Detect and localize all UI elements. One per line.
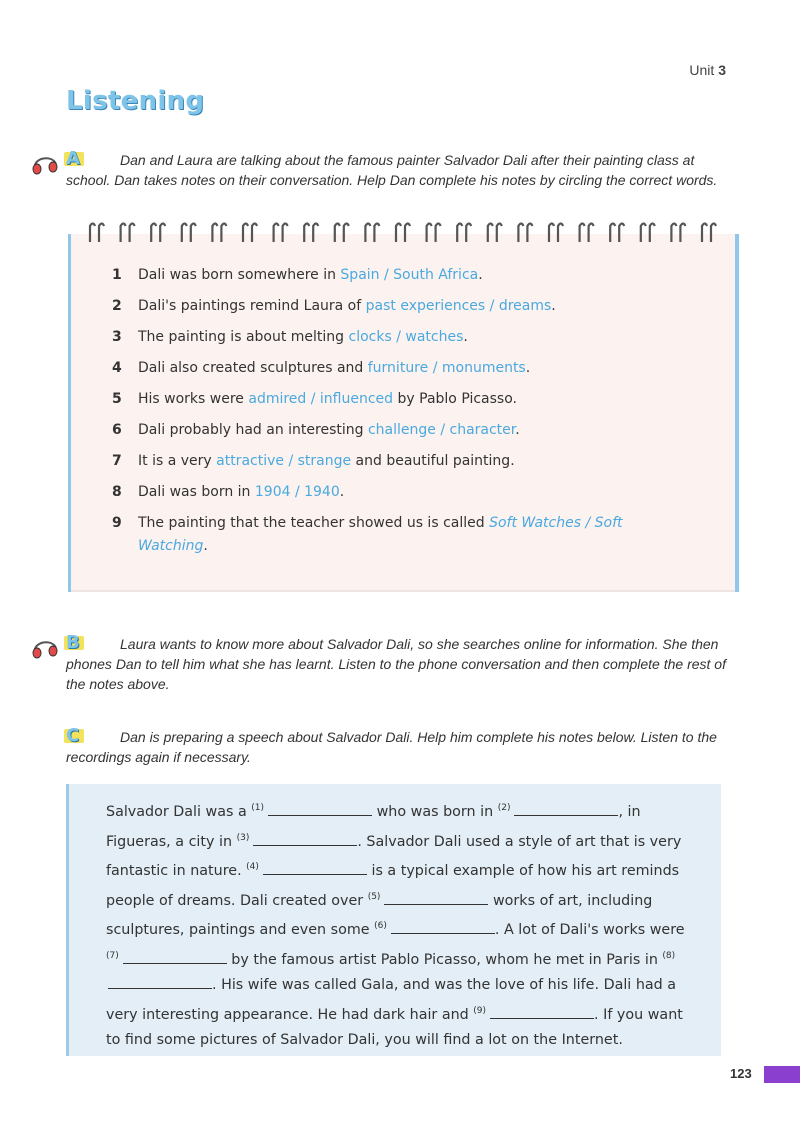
cloze-text: . His wife was called Gala, and was the love of his life. Dali had a very interesting appearance. He had dark hair and	[106, 977, 677, 1023]
section-letter-c: C	[66, 725, 80, 746]
section-a	[66, 150, 726, 190]
note-item	[112, 388, 692, 411]
answer-blank[interactable]	[268, 803, 372, 816]
note-item	[112, 326, 692, 349]
page-title: Listening	[66, 86, 205, 116]
answer-options[interactable]: clocks / watches	[348, 329, 464, 345]
note-number: 2	[112, 298, 122, 314]
ring-wire	[90, 224, 95, 243]
ring-wire	[405, 224, 410, 243]
page-tab	[764, 1066, 800, 1083]
ring-wire	[527, 224, 532, 243]
headphones-icon	[30, 152, 60, 176]
blank-marker: (5)	[367, 891, 381, 902]
answer-options[interactable]: admired / influenced	[248, 391, 394, 407]
answer-options[interactable]: challenge / character	[367, 422, 516, 438]
note-item	[112, 481, 692, 504]
ring-wire	[610, 224, 615, 243]
note-text: It is a very attractive / strange and beautiful painting.	[138, 453, 515, 469]
unit-label: Unit 3	[689, 62, 726, 78]
note-text: Dali probably had an interesting challenge / character.	[138, 422, 520, 438]
ring-wire	[436, 224, 441, 243]
note-number: 6	[112, 422, 122, 438]
blank-marker: (6)	[374, 921, 387, 931]
ring-wire	[558, 224, 563, 243]
blank-marker: (1)	[251, 803, 265, 813]
ring-wire	[191, 224, 196, 243]
ring-wire	[274, 224, 279, 243]
blank-marker: (9)	[473, 1005, 487, 1016]
blank-marker: (8)	[662, 950, 676, 961]
ring-wire	[671, 224, 676, 243]
ring-wire	[641, 224, 646, 243]
ring-wire	[243, 224, 248, 243]
ring-wire	[313, 224, 318, 243]
ring-wire	[304, 224, 309, 243]
note-text: His works were admired / influenced by Pablo Picasso.	[138, 391, 517, 407]
note-text: Dali's paintings remind Laura of past experiences / dreams.	[138, 298, 556, 314]
ring-wire	[518, 224, 523, 243]
cloze-text: , in Figueras, a city in	[106, 804, 641, 850]
blank-marker: (4)	[246, 862, 259, 872]
ring-wire	[711, 224, 716, 243]
section-c	[66, 727, 726, 767]
ring-wire	[99, 224, 104, 243]
ring-wire	[619, 224, 624, 243]
ring-wire	[580, 224, 585, 243]
answer-options[interactable]: 1904 / 1940	[254, 484, 340, 500]
ring-wire	[283, 224, 288, 243]
answer-options[interactable]: Spain / South Africa	[340, 267, 479, 283]
blank-marker: (7)	[106, 950, 119, 961]
answer-blank[interactable]	[391, 921, 495, 934]
ring-wire	[497, 224, 502, 243]
instruction-c: Dan is preparing a speech about Salvador Dali. Help him complete his notes below. Listen to the recordings again if necessary.	[66, 729, 717, 765]
answer-blank[interactable]	[108, 976, 212, 989]
answer-blank[interactable]	[514, 803, 618, 816]
note-item	[112, 512, 692, 558]
ring-wire	[344, 224, 349, 243]
ring-wire	[160, 224, 165, 243]
note-number: 8	[112, 484, 122, 500]
note-item	[112, 450, 692, 473]
cloze-text: by the famous artist Pablo Picasso, whom he met in Paris in	[226, 951, 663, 968]
note-number: 4	[112, 360, 122, 376]
note-text: Dali also created sculptures and furniture / monuments.	[138, 360, 531, 376]
headphones-icon	[30, 636, 60, 660]
notes-list	[112, 264, 692, 566]
page-number: 123	[730, 1066, 752, 1081]
answer-blank[interactable]	[253, 833, 357, 846]
note-item	[112, 419, 692, 442]
answer-options[interactable]: attractive / strange	[216, 453, 352, 469]
note-text: The painting that the teacher showed us is called Soft Watches / Soft Watching.	[138, 515, 623, 554]
ring-wire	[466, 224, 471, 243]
answer-options[interactable]: past experiences / dreams	[365, 298, 552, 314]
note-text: Dali was born somewhere in Spain / South Africa.	[138, 267, 483, 283]
section-letter-a: A	[66, 148, 80, 169]
cloze-text: . If you want to find some pictures of Salvador Dali, you will find a lot on the Internet.	[106, 1006, 683, 1048]
ring-wire	[121, 224, 126, 243]
answer-options[interactable]: furniture / monuments	[367, 360, 526, 376]
note-number: 3	[112, 329, 122, 345]
cloze-text: is a typical example of how his art reminds people of dreams. Dali created over	[106, 863, 680, 909]
cloze-text: . A lot of Dali's works were	[494, 922, 685, 938]
ring-wire	[702, 224, 707, 243]
ring-wire	[396, 224, 401, 243]
note-item	[112, 295, 692, 318]
ring-wire	[549, 224, 554, 243]
ring-wire	[488, 224, 493, 243]
ring-wire	[365, 224, 370, 243]
ring-wire	[130, 224, 135, 243]
note-number: 5	[112, 391, 122, 407]
cloze-text: works of art, including sculptures, paintings and even some	[106, 892, 653, 938]
ring-wire	[427, 224, 432, 243]
answer-blank[interactable]	[123, 951, 227, 964]
ring-wire	[374, 224, 379, 243]
answer-options[interactable]: Soft Watches / Soft Watching	[138, 515, 623, 554]
note-item	[112, 264, 692, 287]
ring-wire	[650, 224, 655, 243]
cloze-text: . Salvador Dali used a style of art that is very fantastic in nature.	[106, 833, 682, 879]
answer-blank[interactable]	[384, 892, 488, 905]
ring-wire	[182, 224, 187, 243]
cloze-paragraph	[106, 796, 696, 1054]
ring-wire	[151, 224, 156, 243]
note-number: 1	[112, 267, 122, 283]
ring-wire	[680, 224, 685, 243]
answer-blank[interactable]	[490, 1006, 594, 1019]
note-item	[112, 357, 692, 380]
ring-wire	[335, 224, 340, 243]
blank-marker: (2)	[497, 803, 511, 813]
instruction-b: Laura wants to know more about Salvador Dali, so she searches online for information. She then phones Dan to tell him what she has learnt. Listen to the phone conversation and then complete the rest of the notes above.	[66, 636, 726, 692]
note-number: 9	[112, 515, 122, 531]
spiral-binding	[86, 220, 722, 248]
blank-marker: (3)	[236, 832, 250, 843]
cloze-text: who was born in	[372, 804, 498, 820]
note-text: Dali was born in 1904 / 1940.	[138, 484, 345, 500]
note-text: The painting is about melting clocks / watches.	[138, 329, 468, 345]
ring-wire	[212, 224, 217, 243]
cloze-text: Salvador Dali was a	[106, 804, 252, 820]
answer-blank[interactable]	[263, 862, 367, 875]
note-number: 7	[112, 453, 122, 469]
section-b	[66, 634, 726, 694]
ring-wire	[589, 224, 594, 243]
ring-wire	[457, 224, 462, 243]
ring-wire	[221, 224, 226, 243]
section-letter-b: B	[66, 632, 80, 653]
instruction-a: Dan and Laura are talking about the famous painter Salvador Dali after their painting class at school. Dan takes notes on their conversation. Help Dan complete his notes by circling the correct words.	[66, 152, 718, 188]
ring-wire	[252, 224, 257, 243]
